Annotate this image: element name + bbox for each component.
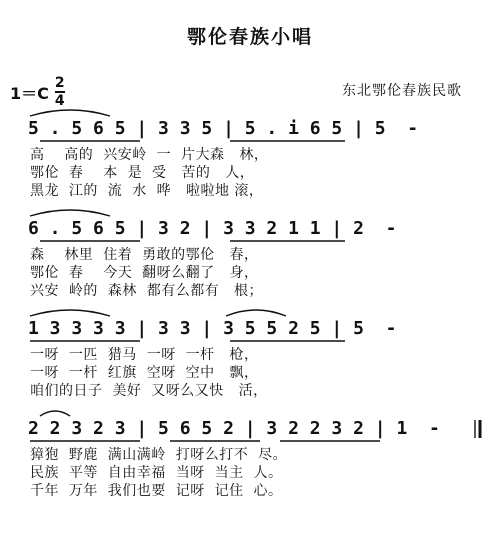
notation-row: 1 3 3 3 3 | 3 3 | 3 5 5 2 5 | 5 - bbox=[28, 318, 397, 339]
system-4 bbox=[0, 418, 500, 528]
time-unit: 4 bbox=[54, 93, 65, 109]
lyric-line-2: 一呀 一杆 红旗 空呀 空中 飘， bbox=[30, 365, 259, 381]
system-2 bbox=[0, 218, 500, 328]
song-credit: 东北鄂伦春族民歌 bbox=[342, 83, 462, 99]
lyric-line-2: 民族 平等 自由幸福 当呀 当主 人。 bbox=[30, 465, 283, 481]
key-signature bbox=[10, 76, 65, 109]
time-signature bbox=[55, 76, 65, 109]
notation-row: 5 . 5 6 5 | 3 3 5 | 5 . i 6 5 | 5 - bbox=[28, 118, 419, 139]
lyric-line-1: 高 高的 兴安岭 一 片大森 林， bbox=[30, 147, 269, 163]
lyric-line-3: 黑龙 江的 流 水 哗 啦啦地 滚， bbox=[30, 183, 264, 199]
notation-row: 6 . 5 6 5 | 3 2 | 3 3 2 1 1 | 2 - bbox=[28, 218, 397, 239]
lyric-line-1: 森 林里 住着 勇敢的鄂伦 春， bbox=[30, 247, 259, 263]
lyric-line-1: 一呀 一匹 猎马 一呀 一杆 枪， bbox=[30, 347, 259, 363]
system-3 bbox=[0, 318, 500, 428]
lyric-line-1: 獐狍 野鹿 满山满岭 打呀么打不 尽。 bbox=[30, 447, 288, 463]
song-title: 鄂伦春族小唱 bbox=[186, 26, 313, 48]
slur-mark bbox=[30, 110, 110, 116]
key-label: 1＝C bbox=[10, 84, 49, 103]
notation-row: 2 2 3 2 3 | 5 6 5 2 | 3 2 2 3 2 | 1 - bbox=[28, 418, 440, 439]
lyric-line-2: 鄂伦 春 本 是 受 苦的 人， bbox=[30, 165, 255, 181]
lyric-line-3: 千年 万年 我们也要 记呀 记住 心。 bbox=[30, 483, 283, 499]
time-beats: 2 bbox=[54, 75, 65, 91]
system-1 bbox=[0, 118, 500, 228]
lyric-line-3: 咱们的日子 美好 又呀么又快 活， bbox=[30, 383, 268, 399]
lyric-line-3: 兴安 岭的 森林 都有么都有 根； bbox=[30, 283, 264, 299]
lyric-line-2: 鄂伦 春 今天 翻呀么翻了 身， bbox=[30, 265, 259, 281]
